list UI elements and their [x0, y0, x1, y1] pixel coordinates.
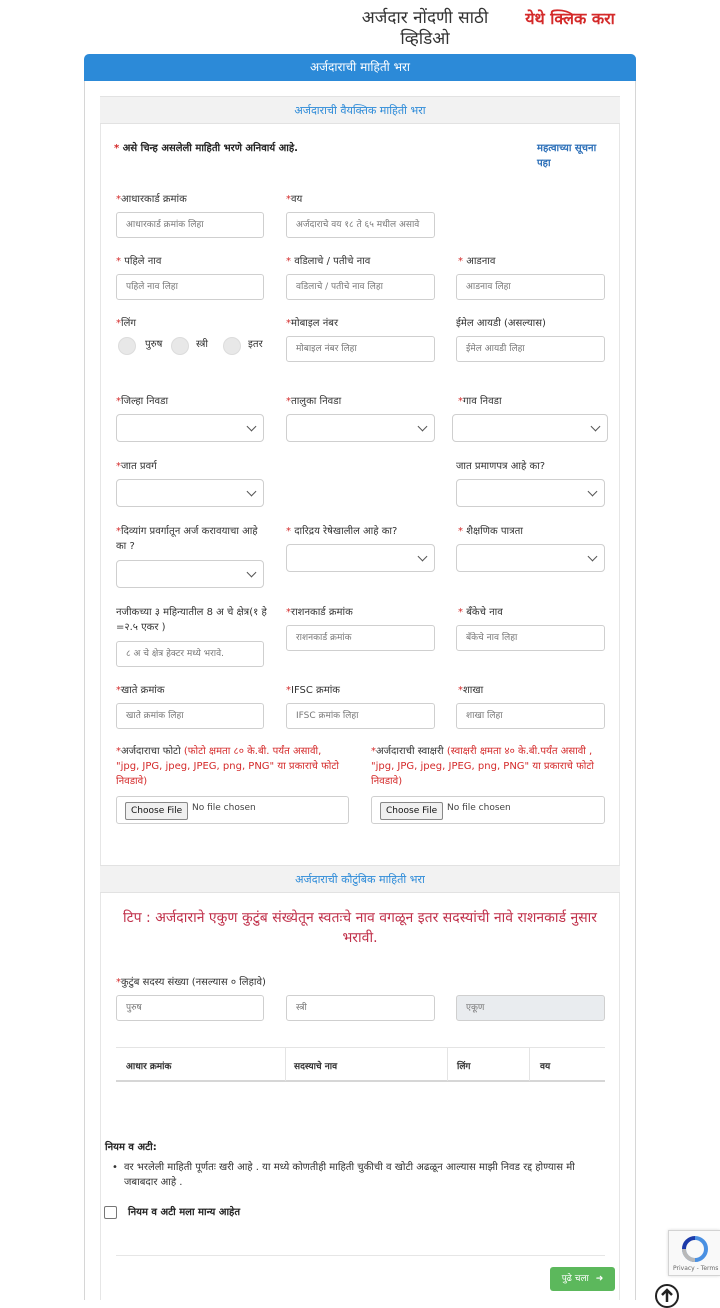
- land-area-input[interactable]: ८ अ चे क्षेत्र हेक्टर मध्ये भरावे.: [116, 641, 264, 667]
- terms-item: • वर भरलेली माहिती पूर्णतः खरी आहे . या मध्ये कोणतीही माहिती चुकीची व खोटी अढळून आल्यास माझी निवड रद्द होण्यास मी जबाबदार आहे .: [112, 1162, 575, 1188]
- taluka-label: *तालुका निवडा: [286, 396, 342, 407]
- gender-female-radio[interactable]: [171, 337, 189, 355]
- surname-label: * आडनाव: [458, 256, 496, 267]
- disability-select[interactable]: [116, 560, 264, 588]
- recaptcha-badge[interactable]: [668, 1230, 720, 1276]
- account-input[interactable]: खाते क्रमांक लिहा: [116, 703, 264, 729]
- gender-other-radio[interactable]: [223, 337, 241, 355]
- chevron-down-icon: [247, 487, 257, 497]
- important-instructions-link[interactable]: महत्वाच्या सूचना पहा: [537, 143, 597, 169]
- mobile-label: *मोबाइल नंबर: [286, 318, 339, 329]
- family-female-input[interactable]: स्त्री: [286, 995, 435, 1021]
- column-aadhaar: आधार क्रमांक: [126, 1062, 172, 1072]
- bank-input[interactable]: बँकेचे नाव लिहा: [456, 625, 605, 651]
- column-divider: [447, 1048, 448, 1081]
- scroll-to-top-button[interactable]: [655, 1284, 679, 1308]
- terms-accept-label: नियम व अटी मला मान्य आहेत: [128, 1207, 241, 1218]
- family-table-header: [116, 1047, 605, 1082]
- father-name-label: * वडिलाचे / पतीचे नाव: [286, 256, 371, 267]
- family-male-input[interactable]: पुरुष: [116, 995, 264, 1021]
- district-select[interactable]: [116, 414, 264, 442]
- divider: [116, 1255, 605, 1256]
- ifsc-label: *IFSC क्रमांक: [286, 685, 340, 696]
- column-age: वय: [540, 1062, 551, 1072]
- bpl-select[interactable]: [286, 544, 435, 572]
- signature-file-status: No file chosen: [447, 803, 511, 813]
- arrow-up-icon: [657, 1286, 677, 1306]
- ifsc-input[interactable]: IFSC क्रमांक लिहा: [286, 703, 435, 729]
- ration-input[interactable]: राशनकार्ड क्रमांक: [286, 625, 435, 651]
- gender-label: *लिंग: [116, 318, 136, 329]
- column-divider: [285, 1048, 286, 1081]
- bank-label: * बँकेचे नाव: [458, 607, 503, 618]
- personal-section-title: अर्जदाराची वैयक्तिक माहिती भरा: [100, 96, 620, 124]
- photo-label: *अर्जदाराचा फोटो (फोटो क्षमता ८० के.बी. पर्यंत असावी, "jpg, JPG, jpeg, JPEG, png, PNG" या प्रकाराचे फोटो निवडावे): [116, 746, 340, 787]
- district-label: *जिल्हा निवडा: [116, 396, 169, 407]
- first-name-input[interactable]: पहिले नाव लिहा: [116, 274, 264, 300]
- photo-file-status: No file chosen: [192, 803, 256, 813]
- email-label: ईमेल आयडी (असल्यास): [456, 318, 546, 329]
- land-area-label: नजीकच्या ३ महिन्यातील 8 अ चे क्षेत्र(१ हे =२.५ एकर ): [116, 607, 267, 633]
- gender-other-label: इतर: [248, 339, 263, 350]
- aadhaar-label: *आधारकार्ड क्रमांक: [116, 194, 187, 205]
- form-title-bar: अर्जदाराची माहिती भरा: [84, 54, 636, 81]
- signature-label: *अर्जदाराची स्वाक्षरी (स्वाक्षरी क्षमता ४० के.बी.पर्यंत असावी , "jpg, JPG, jpeg, JPEG, png, PNG" या प्रकाराचे फोटो निवडावे): [371, 746, 595, 787]
- video-registration-text: अर्जदार नोंदणी साठी व्हिडिओ: [361, 8, 489, 49]
- chevron-down-icon: [247, 422, 257, 432]
- family-total-input: एकूण: [456, 995, 605, 1021]
- education-label: * शैक्षणिक पात्रता: [458, 526, 523, 537]
- taluka-select[interactable]: [286, 414, 435, 442]
- age-input[interactable]: अर्जदाराचे वय १८ ते ६५ मधील असावे: [286, 212, 435, 238]
- education-select[interactable]: [456, 544, 605, 572]
- chevron-down-icon: [588, 487, 598, 497]
- branch-label: *शाखा: [458, 685, 484, 696]
- caste-label: *जात प्रवर्ग: [116, 461, 157, 472]
- family-tip-text: टिप : अर्जदाराने एकुण कुटुंब संख्येतून स्वतःचे नाव वगळून इतर सदस्यांची नावे राशनकार्ड नुसार भरावी.: [122, 910, 598, 946]
- caste-cert-label: जात प्रमाणपत्र आहे का?: [456, 461, 546, 472]
- disability-label: *दिव्यांग प्रवर्गातून अर्ज करावयाचा आहे का ?: [116, 526, 258, 552]
- family-count-label: *कुटुंब सदस्य संख्या (नसल्यास ० लिहावे): [116, 977, 266, 988]
- gender-male-radio[interactable]: [118, 337, 136, 355]
- aadhaar-input[interactable]: आधारकार्ड क्रमांक लिहा: [116, 212, 264, 238]
- chevron-down-icon: [418, 552, 428, 562]
- signature-choose-file-button[interactable]: Choose File: [380, 802, 443, 820]
- ration-label: *राशनकार्ड क्रमांक: [286, 607, 353, 618]
- branch-input[interactable]: शाखा लिहा: [456, 703, 605, 729]
- recaptcha-terms-text: Privacy - Terms: [673, 1265, 719, 1272]
- click-here-link[interactable]: येथे क्लिक करा: [525, 9, 615, 28]
- chevron-down-icon: [418, 422, 428, 432]
- column-member-name: सदस्याचे नाव: [294, 1062, 338, 1072]
- next-button[interactable]: पुढे चला ➜: [550, 1267, 615, 1291]
- mobile-input[interactable]: मोबाइल नंबर लिहा: [286, 336, 435, 362]
- caste-select[interactable]: [116, 479, 264, 507]
- email-input[interactable]: ईमेल आयडी लिहा: [456, 336, 605, 362]
- village-label: *गाव निवडा: [458, 396, 502, 407]
- signature-file-input[interactable]: [371, 796, 605, 824]
- age-label: *वय: [286, 194, 303, 205]
- family-section-title: अर्जदाराची कौटुंबिक माहिती भरा: [100, 865, 620, 893]
- mandatory-note: * असे चिन्ह असलेली माहिती भरणे अनिवार्य आहे.: [114, 143, 298, 154]
- chevron-down-icon: [588, 552, 598, 562]
- column-divider: [529, 1048, 530, 1081]
- surname-input[interactable]: आडनाव लिहा: [456, 274, 605, 300]
- bpl-label: * दारिद्रय रेषेखालील आहे का?: [286, 526, 398, 537]
- recaptcha-icon: [679, 1235, 711, 1263]
- terms-title: नियम व अटी:: [105, 1142, 157, 1153]
- column-gender: लिंग: [457, 1062, 471, 1072]
- first-name-label: * पहिले नाव: [116, 256, 162, 267]
- arrow-right-icon: ➜: [595, 1274, 604, 1284]
- father-name-input[interactable]: वडिलाचे / पतीचे नाव लिहा: [286, 274, 435, 300]
- chevron-down-icon: [247, 568, 257, 578]
- gender-male-label: पुरुष: [145, 339, 163, 350]
- terms-accept-checkbox[interactable]: [104, 1206, 117, 1219]
- photo-file-input[interactable]: [116, 796, 349, 824]
- caste-cert-select[interactable]: [456, 479, 605, 507]
- account-label: *खाते क्रमांक: [116, 685, 165, 696]
- chevron-down-icon: [591, 422, 601, 432]
- gender-female-label: स्त्री: [196, 339, 208, 350]
- village-select[interactable]: [452, 414, 608, 442]
- photo-choose-file-button[interactable]: Choose File: [125, 802, 188, 820]
